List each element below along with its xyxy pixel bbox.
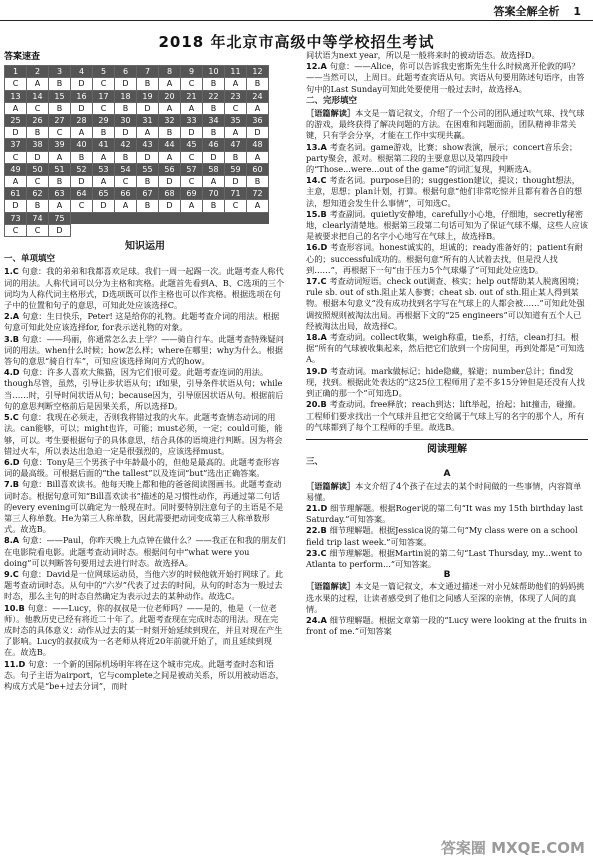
- question-number: 9.C: [4, 568, 22, 579]
- answer-number: 17: [93, 90, 115, 102]
- answer-number: 12: [247, 66, 269, 78]
- answer-value: B: [203, 200, 225, 212]
- answer-value: B: [225, 151, 247, 163]
- explanation-text: 句意：——玛丽，你通常怎么去上学？——骑自行车。此题考查特殊疑问词的用法。when什么时候；how怎么样；where在哪里；why为什么。根据答句的意思“骑自行车”，可知应该选择询问方式的how。: [4, 333, 284, 367]
- answer-number: 22: [203, 90, 225, 102]
- answer-explanation: [4, 569, 286, 603]
- answer-explanation: [4, 412, 286, 457]
- answer-value: C: [93, 102, 115, 114]
- answer-value: C: [225, 102, 247, 114]
- empty-cell: [137, 212, 159, 224]
- question-number: 10.B: [4, 602, 28, 613]
- answer-value: B: [27, 127, 49, 139]
- answer-number: 39: [49, 139, 71, 151]
- answer-number: 43: [137, 139, 159, 151]
- answer-number: 53: [93, 163, 115, 175]
- header-right: [484, 3, 582, 19]
- answer-number: 69: [181, 188, 203, 200]
- explanation-text: 考查动词。collect收集，weigh称重，tie系，打结，clean打扫。根据“所有的气球被收集起来，然后把它们放到一个房间里，再到处都是”可知选A。: [306, 332, 585, 365]
- answer-value: B: [115, 151, 137, 163]
- answer-number: 19: [137, 90, 159, 102]
- answer-explanation: [306, 175, 588, 209]
- answer-value: A: [137, 127, 159, 139]
- answer-value: A: [181, 200, 203, 212]
- answer-number: 16: [71, 90, 93, 102]
- explanation-text: 考查副词。quietly安静地，carefully小心地，仔细地，secretly秘密地，clearly清楚地。根据第三段第二句话可知为了保证气球不爆，这些人应该是被要求把自己的名字小心地写在气球上，故选择B。: [306, 208, 588, 242]
- answer-number: 73: [5, 212, 27, 224]
- explanation-text: 句意：Bill喜欢读书。他每天晚上都和他的爸爸阅读图画书。此题考查动词时态。根据句意可知“Bill喜欢读书”描述的是习惯性动作，再通过第二句话的every evening可以确定为一般现在时。同时要特别注意句子的主语是不是第三人称单数。He为第三人称单数，因此需要把动词变成第三人称单数形式。故选B。: [4, 479, 284, 535]
- answer-value: D: [115, 78, 137, 90]
- explanation-text: 句意：David是一位网球运动员，当他六岁的时候他就开始打网球了。此题考查动词时态。从句中的“六岁”代表了过去的时间，从句的时态为一般过去时态，那么主句的时态自然确定为表示过去的某种动作。故选C。: [4, 568, 284, 602]
- answer-value: B: [49, 176, 71, 188]
- empty-cell: [203, 224, 225, 236]
- watermark: 答案圈 MXQE.COM: [440, 839, 585, 857]
- answer-number: 37: [5, 139, 27, 151]
- answer-value: A: [225, 127, 247, 139]
- answer-number: 62: [27, 188, 49, 200]
- answer-value: D: [203, 151, 225, 163]
- answer-value: A: [159, 102, 181, 114]
- answer-value: B: [247, 176, 269, 188]
- answer-value: A: [225, 78, 247, 90]
- answer-explanation: [4, 457, 286, 479]
- question-number: 13.A: [306, 141, 330, 152]
- question-number: 12.A: [306, 61, 330, 72]
- answer-value: B: [159, 127, 181, 139]
- reading-heading: 阅读理解: [427, 443, 467, 455]
- answer-value: D: [115, 127, 137, 139]
- empty-cell: [247, 212, 269, 224]
- answer-explanation: [306, 525, 588, 547]
- answer-number: 67: [137, 188, 159, 200]
- answer-value: C: [5, 78, 27, 90]
- answer-explanation: [306, 366, 588, 400]
- explanation-text: 考查名词。purpose目的；suggestion建议，提议；thought想法，主意，思想；plan计划，打算。根据句意“他们非常吃惊并且都有着各自的想法，想知道会发生什么事情”，可知选C。: [306, 175, 583, 208]
- answer-number: 60: [247, 163, 269, 175]
- empty-cell: [137, 224, 159, 236]
- answer-explanation: [4, 535, 286, 569]
- answer-value: A: [159, 78, 181, 90]
- explanation-text: 考查动词。free释放；reach到达；lift举起，抬起；hit撞击，碰撞。工程师们要求找出一个气球并且把它交给属于气球上写的名字的那个人，所有的气球都到了每个工程师的手里。故选B。: [306, 399, 585, 432]
- answer-number: 35: [225, 115, 247, 127]
- section-single-choice: 一、单项填空: [4, 254, 56, 265]
- answer-number: 30: [115, 115, 137, 127]
- answer-number: 48: [247, 139, 269, 151]
- answer-value: A: [203, 176, 225, 188]
- answer-value: C: [181, 151, 203, 163]
- answer-number: 6: [115, 66, 137, 78]
- answer-number: 52: [71, 163, 93, 175]
- answer-number: 55: [137, 163, 159, 175]
- explanation-text: 考查名词。game游戏，比赛；show表演，展示；concert音乐会；party聚会，派对。根据第二段的主要意思以及第四段中的“Those...were...out of the game”的词汇复现，判断选A。: [306, 141, 578, 175]
- question-number: 14.C: [306, 175, 330, 186]
- answer-value: C: [225, 200, 247, 212]
- answer-value: C: [115, 176, 137, 188]
- question-number: 23.C: [306, 547, 330, 558]
- question-number: 1.C: [4, 266, 22, 277]
- answer-value: A: [93, 176, 115, 188]
- page-number: 1: [573, 5, 581, 18]
- empty-cell: [115, 224, 137, 236]
- explanation-text: 句意：许多人喜欢大熊猫，因为它们很可爱。此题考查连词的用法。though尽管，虽然，引导让步状语从句；if如果，引导条件状语从句；while当……时，引导时间状语从句；because因为，引导原因状语从句。根据前后句的意思判断空格前后是因果关系，所以选择D。: [4, 367, 284, 411]
- answer-number: 5: [93, 66, 115, 78]
- empty-cell: [225, 224, 247, 236]
- empty-cell: [181, 212, 203, 224]
- empty-cell: [71, 212, 93, 224]
- answer-value: D: [5, 200, 27, 212]
- answer-number: 71: [225, 188, 247, 200]
- answer-value: D: [159, 200, 181, 212]
- answer-number: 27: [49, 115, 71, 127]
- header-label: 答案全解全析: [493, 5, 560, 18]
- answer-number: 21: [181, 90, 203, 102]
- question-number: 22.B: [306, 525, 330, 536]
- answer-number: 9: [181, 66, 203, 78]
- empty-cell: [71, 224, 93, 236]
- answer-value: C: [5, 224, 27, 236]
- explanation-text: 句意：——Alice，你可以告诉我史密斯先生什么时候离开伦敦的吗？——当然可以，上周日。此题考查宾语从句。宾语从句要用陈述句语序，由答句中的Last Sunday可知此处要使用一般过去时，故选择A。: [306, 61, 585, 94]
- cloze-items: [306, 142, 588, 433]
- answer-number: 66: [115, 188, 137, 200]
- answer-number: 29: [93, 115, 115, 127]
- answer-value: D: [71, 78, 93, 90]
- explanation-text: 细节理解题。根据Roger说的第二句“It was my 15th birthday last Saturday.”可知答案。: [306, 502, 583, 525]
- answer-value: D: [159, 176, 181, 188]
- answer-value: C: [27, 102, 49, 114]
- answer-explanation: [306, 142, 588, 176]
- answer-value: C: [181, 176, 203, 188]
- answer-value: B: [203, 102, 225, 114]
- answer-value: D: [5, 127, 27, 139]
- answer-number: 2: [27, 66, 49, 78]
- answer-number: 72: [247, 188, 269, 200]
- explanation-text: 句意：——Lucy，你的叔叔是一位老师吗？——是的，他是（一位老师）。他教历史已经有将近二十年了。此题考查现在完成时态的用法。现在完成时态的具体意义：动作从过去的某一时刻开始延续到现在，并且对现在产生了影响。Lucy的叔叔成为一名老师从将近20年前就开始了，而且延续到现在。故选B。: [4, 602, 283, 658]
- answer-number: 38: [27, 139, 49, 151]
- answer-number: 59: [225, 163, 247, 175]
- answer-number: 4: [71, 66, 93, 78]
- answer-explanation: [306, 50, 588, 61]
- answer-number: 40: [71, 139, 93, 151]
- cloze-intro: [306, 108, 588, 142]
- answer-explanation: [4, 603, 286, 659]
- answer-number: 3: [49, 66, 71, 78]
- answer-number: 14: [27, 90, 49, 102]
- answer-value: D: [225, 176, 247, 188]
- answer-value: B: [49, 78, 71, 90]
- explanation-text: 句意：——Paul，你昨天晚上九点钟在做什么？——我正在和我的朋友们在电影院看电影。此题考查动词时态。根据问句中“what were you doing”可以判断答句要用过去进行时态。故选择A。: [4, 535, 286, 568]
- answer-value: D: [137, 102, 159, 114]
- answer-number: 32: [159, 115, 181, 127]
- question-number: 3.B: [4, 333, 22, 344]
- question-number: 5.C: [4, 412, 22, 423]
- answer-explanation: [306, 332, 588, 366]
- answer-number: 11: [225, 66, 247, 78]
- passage-b-intro-tag: ［语篇解读］: [306, 581, 356, 592]
- answer-value: D: [181, 127, 203, 139]
- answer-value: B: [27, 200, 49, 212]
- explanation-text: 考查动词。mark做标记；hide隐藏，躲避；number总计；find发现，找到。根据此处表达的“这25位工程师用了差不多15分钟但是还没有人找到正确的那一个”可知选D。: [306, 365, 585, 399]
- answer-explanation: [306, 503, 588, 525]
- answer-number: 10: [203, 66, 225, 78]
- answer-value: B: [137, 78, 159, 90]
- answer-value: B: [203, 127, 225, 139]
- answer-number: 28: [71, 115, 93, 127]
- answer-value: A: [49, 151, 71, 163]
- answer-number: 13: [5, 90, 27, 102]
- empty-cell: [159, 224, 181, 236]
- question-number: 15.B: [306, 208, 330, 219]
- explanation-text: 细节理解题。根据文章第一段的“Lucy were looking at the fruits in front of me.”可知答案: [306, 614, 588, 637]
- answer-explanation: [306, 276, 588, 332]
- right-top-items: [306, 50, 588, 95]
- question-number: 8.A: [4, 535, 22, 546]
- left-items: [4, 266, 286, 692]
- answer-value: B: [247, 78, 269, 90]
- passage-a-items: [306, 503, 588, 570]
- right-column: [306, 50, 588, 637]
- answer-number: 33: [181, 115, 203, 127]
- explanation-text: 考查形容词。honest诚实的，坦诚的；ready准备好的；patient有耐心的；successful成功的。根据句意“所有的人试着去找，但是没人找到……”，再根据下一句“由于压力5个气球爆了”可知此处应选D。: [306, 242, 583, 275]
- answer-explanation: [306, 61, 588, 95]
- answer-value: A: [247, 151, 269, 163]
- explanation-text: 句意：一个新的国际机场明年将在这个城市完成。此题考查时态和语态。句子主语为airport，它与complete之间是被动关系，所以用被动语态，构成方式是“be+过去分词”，而时: [4, 658, 284, 691]
- answer-value: A: [247, 102, 269, 114]
- divider: [306, 439, 588, 440]
- answer-value: B: [49, 102, 71, 114]
- page-header: [0, 0, 593, 21]
- passage-b-intro: [306, 581, 588, 615]
- answer-number: 58: [203, 163, 225, 175]
- empty-cell: [181, 224, 203, 236]
- answer-number: 51: [49, 163, 71, 175]
- empty-cell: [93, 212, 115, 224]
- answer-value: B: [203, 78, 225, 90]
- answer-value: A: [115, 200, 137, 212]
- question-number: 16.D: [306, 242, 331, 253]
- explanation-text: 句意：Tony是三个男孩子中年龄最小的，但他是最高的。此题考查形容词的最高级。可根据后面的“the tallest”以及连词“but”选出正确答案。: [4, 456, 280, 479]
- answer-value: C: [5, 151, 27, 163]
- empty-cell: [93, 224, 115, 236]
- answer-number: 57: [181, 163, 203, 175]
- answer-value: B: [137, 200, 159, 212]
- passage-a-intro-tag: ［语篇解读］: [306, 480, 356, 491]
- question-number: 19.D: [306, 365, 331, 376]
- answer-value: A: [5, 176, 27, 188]
- answer-number: 61: [5, 188, 27, 200]
- answer-explanation: [4, 367, 286, 412]
- answer-number: 20: [159, 90, 181, 102]
- explanation-text: 考查动词短语。check out调查、核实；help out帮助某人脱离困境；rule sb. out of sth.阻止某人参赛；cheat sb. out of sth.阻止某人得到某物。根据本句意义“没有成功找到名字写在气球上的人都会被……”可知此处强调按照规则被淘汰出局。再根据下文的“25 engineers”可以知道有五个人已经被淘汰出局，故选择C。: [306, 276, 585, 331]
- empty-cell: [159, 212, 181, 224]
- answer-number: 50: [27, 163, 49, 175]
- answer-number: 23: [225, 90, 247, 102]
- passage-a-label: A: [443, 469, 451, 480]
- answer-number: 42: [115, 139, 137, 151]
- answer-value: B: [71, 151, 93, 163]
- explanation-text: 句意：生日快乐，Peter! 这是给你的礼物。此题考查介词的用法。根据句意可知此处应该选择for, for表示送礼物的对象。: [4, 311, 280, 333]
- answer-number: 41: [93, 139, 115, 151]
- question-number: 21.D: [306, 502, 331, 513]
- answer-explanation: [306, 399, 588, 433]
- answer-value: A: [5, 102, 27, 114]
- answer-value: A: [49, 200, 71, 212]
- answer-number: 34: [203, 115, 225, 127]
- answer-value: C: [27, 224, 49, 236]
- empty-cell: [203, 212, 225, 224]
- question-number: 20.B: [306, 399, 330, 410]
- question-number: 7.B: [4, 479, 22, 490]
- answer-number: 63: [49, 188, 71, 200]
- answer-explanation: [4, 311, 286, 333]
- answer-value: D: [49, 224, 71, 236]
- answer-value: B: [115, 102, 137, 114]
- answer-explanation: [4, 334, 286, 368]
- answer-number: 49: [5, 163, 27, 175]
- question-number: 18.A: [306, 332, 330, 343]
- explanation-text: 句意：我的弟弟和我都喜欢足球。我们一周一起踢一次。此题考查人称代词的用法。人称代词可以分为主格和宾格。此题首先看到A、B、C选项的三个词均为人称代词主格形式，D选项既可以作主格也可以作宾格。根据选项在句子中的位置和句子的意思，可知此处应该选择C。: [4, 266, 285, 311]
- answer-table: [4, 65, 269, 237]
- answer-number: 26: [27, 115, 49, 127]
- question-number: 11.D: [4, 658, 29, 669]
- answer-value: D: [93, 200, 115, 212]
- answer-value: A: [181, 102, 203, 114]
- answer-value: A: [159, 151, 181, 163]
- question-number: 4.D: [4, 367, 23, 378]
- explanation-text: 细节理解题。根据Martin说的第二句“Last Thursday, my...went to Atlanta to perform...”可知答案。: [306, 547, 583, 569]
- answer-value: C: [93, 78, 115, 90]
- answer-value: D: [27, 151, 49, 163]
- answer-number: 54: [115, 163, 137, 175]
- section-reading: 三、: [306, 457, 324, 468]
- answer-value: A: [71, 127, 93, 139]
- answer-value: C: [71, 200, 93, 212]
- empty-cell: [247, 224, 269, 236]
- answer-explanation: [4, 479, 286, 535]
- cloze-intro-text: 本文是一篇记叙文，介绍了一个公司的团队通过吹气球、找气球的游戏，最终获得了解决问题的方法。在困难和问题面前，团队精神非常关键，只有学会分享，才能在工作中实现共赢。: [306, 108, 585, 141]
- answer-number: 45: [181, 139, 203, 151]
- answer-number: 75: [49, 212, 71, 224]
- answer-number: 70: [203, 188, 225, 200]
- part-heading: 知识运用: [125, 241, 165, 253]
- answer-explanation: [306, 615, 588, 637]
- passage-b-items: [306, 615, 588, 637]
- answer-number: 56: [159, 163, 181, 175]
- empty-cell: [225, 212, 247, 224]
- answer-value: D: [71, 102, 93, 114]
- answer-number: 36: [247, 115, 269, 127]
- answer-number: 15: [49, 90, 71, 102]
- passage-a-intro-text: 本文介绍了4个孩子在过去的某个时间做的一些事情，内容简单易懂。: [306, 480, 582, 502]
- answer-number: 44: [159, 139, 181, 151]
- explanation-text: 细节理解题。根据Jessica说的第二句“My class were on a school field trip last week.”可知答案。: [306, 525, 578, 547]
- answer-number: 24: [247, 90, 269, 102]
- page-title: 2018 年北京市高级中等学校招生考试: [158, 33, 435, 51]
- answer-value: C: [181, 78, 203, 90]
- left-column: [4, 50, 286, 692]
- answer-value: C: [49, 127, 71, 139]
- answer-explanation: [4, 266, 286, 311]
- passage-b-intro-text: 本文是一篇记叙文，本文通过描述一对小兄妹帮助他们的妈妈挑选水果的过程，让读者感受到了他们之间感人至深的亲情，体现了人间的真情。: [306, 581, 585, 614]
- explanation-text: 句意：我现在必须走，否则我将错过我的火车。此题考查情态动词的用法。can能够，可以；might也许，可能；must必须，一定；could可能，能够，可以。考生要根据句子的具体意思，结合具体的语境进行判断。因为将会错过火车，所以表达出急迫一定是很强烈的，应该选择must。: [4, 412, 283, 456]
- answer-number: 25: [5, 115, 27, 127]
- answer-value: B: [137, 176, 159, 188]
- answer-explanation: [306, 548, 588, 570]
- answer-number: 68: [159, 188, 181, 200]
- passage-b-label: B: [443, 570, 451, 581]
- question-number: 6.D: [4, 456, 23, 467]
- answer-explanation: [306, 209, 588, 243]
- answer-number: 31: [137, 115, 159, 127]
- answer-value: A: [247, 200, 269, 212]
- cloze-intro-tag: ［语篇解读］: [306, 108, 356, 119]
- question-number: 2.A: [4, 311, 22, 322]
- question-number: 24.A: [306, 614, 330, 625]
- section-cloze: 二、完形填空: [306, 95, 358, 106]
- answer-number: 1: [5, 66, 27, 78]
- answer-number: 7: [137, 66, 159, 78]
- answer-number: 64: [71, 188, 93, 200]
- answers-heading: 答案速查: [4, 52, 41, 62]
- answer-number: 46: [203, 139, 225, 151]
- empty-cell: [115, 212, 137, 224]
- answer-number: 47: [225, 139, 247, 151]
- explanation-text: 间状语为next year，所以是一般将来时的被动语态。故选择D。: [306, 50, 540, 60]
- answer-value: B: [93, 127, 115, 139]
- answer-value: D: [137, 151, 159, 163]
- answer-number: 18: [115, 90, 137, 102]
- answer-value: D: [247, 127, 269, 139]
- answer-number: 74: [27, 212, 49, 224]
- answer-value: A: [93, 151, 115, 163]
- answer-number: 65: [93, 188, 115, 200]
- question-number: 17.C: [306, 276, 330, 287]
- answer-explanation: [4, 659, 286, 693]
- passage-a-intro: [306, 481, 588, 503]
- answer-value: D: [71, 176, 93, 188]
- answer-value: C: [27, 176, 49, 188]
- answer-value: A: [27, 78, 49, 90]
- answer-number: 8: [159, 66, 181, 78]
- answer-explanation: [306, 242, 588, 276]
